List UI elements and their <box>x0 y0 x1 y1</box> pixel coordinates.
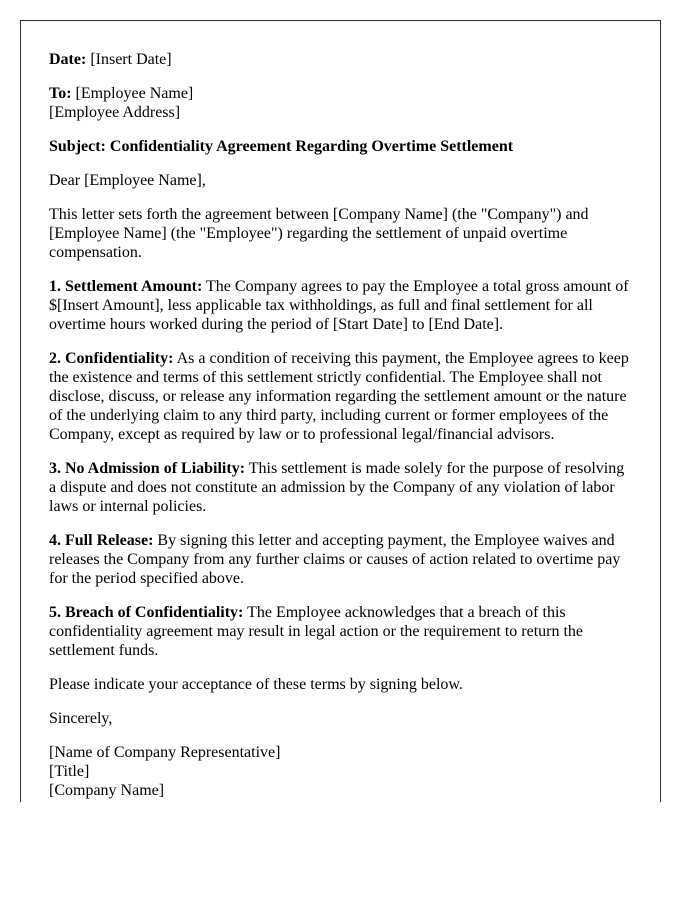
section-heading: 2. Confidentiality: <box>49 350 174 367</box>
section-body: The Employee acknowledges that a breach of this confidentiality agreement may result in legal action or the requirement to return the settlement funds. <box>49 604 584 659</box>
section-heading: 1. Settlement Amount: <box>49 278 203 295</box>
section-full-release <box>49 531 632 588</box>
to-label: To: <box>49 85 72 102</box>
recipient-address: [Employee Address] <box>49 104 181 121</box>
subject-line: Subject: Confidentiality Agreement Regarding Overtime Settlement <box>49 138 514 155</box>
date-line <box>49 50 632 69</box>
signature-title: [Title] <box>49 763 90 780</box>
date-label: Date: <box>49 51 87 68</box>
section-heading: 4. Full Release: <box>49 532 154 549</box>
section-heading: 3. No Admission of Liability: <box>49 460 246 477</box>
section-body: As a condition of receiving this payment, the Employee agrees to keep the existence and terms of this settlement strictly confidential. The Employee shall not disclose, discuss, or release any information regarding the settlement amount or the nature of the underlying claim to any third party, including current or former employees of the Company, except as required by law or to professional legal/financial advisors. <box>49 350 629 443</box>
signature-representative: [Name of Company Representative] <box>49 744 281 761</box>
closing-request: Please indicate your acceptance of these terms by signing below. <box>49 676 463 693</box>
letter-page <box>20 20 661 802</box>
section-no-admission-of-liability <box>49 459 632 516</box>
section-confidentiality <box>49 349 632 444</box>
recipient-block <box>49 84 632 122</box>
section-body: This settlement is made solely for the purpose of resolving a dispute and does not constitute an admission by the Company of any violation of labor laws or internal policies. <box>49 460 625 515</box>
section-heading: 5. Breach of Confidentiality: <box>49 604 244 621</box>
section-breach-of-confidentiality <box>49 603 632 660</box>
intro-paragraph: This letter sets forth the agreement between [Company Name] (the "Company") and [Employee Name] (the "Employee") regarding the settlement of unpaid overtime compensation. <box>49 206 589 261</box>
section-settlement-amount <box>49 277 632 334</box>
signoff: Sincerely, <box>49 710 113 727</box>
salutation: Dear [Employee Name], <box>49 172 206 189</box>
signature-company: [Company Name] <box>49 782 165 799</box>
signature-block <box>49 743 632 800</box>
section-body: By signing this letter and accepting payment, the Employee waives and releases the Company from any further claims or causes of action related to overtime pay for the period specified above. <box>49 532 621 587</box>
date-value: [Insert Date] <box>90 51 172 68</box>
recipient-name: [Employee Name] <box>75 85 194 102</box>
section-body: The Company agrees to pay the Employee a total gross amount of $[Insert Amount], less applicable tax withholdings, as full and final settlement for all overtime hours worked during the period of [Start Date] to [End Date]. <box>49 278 629 333</box>
